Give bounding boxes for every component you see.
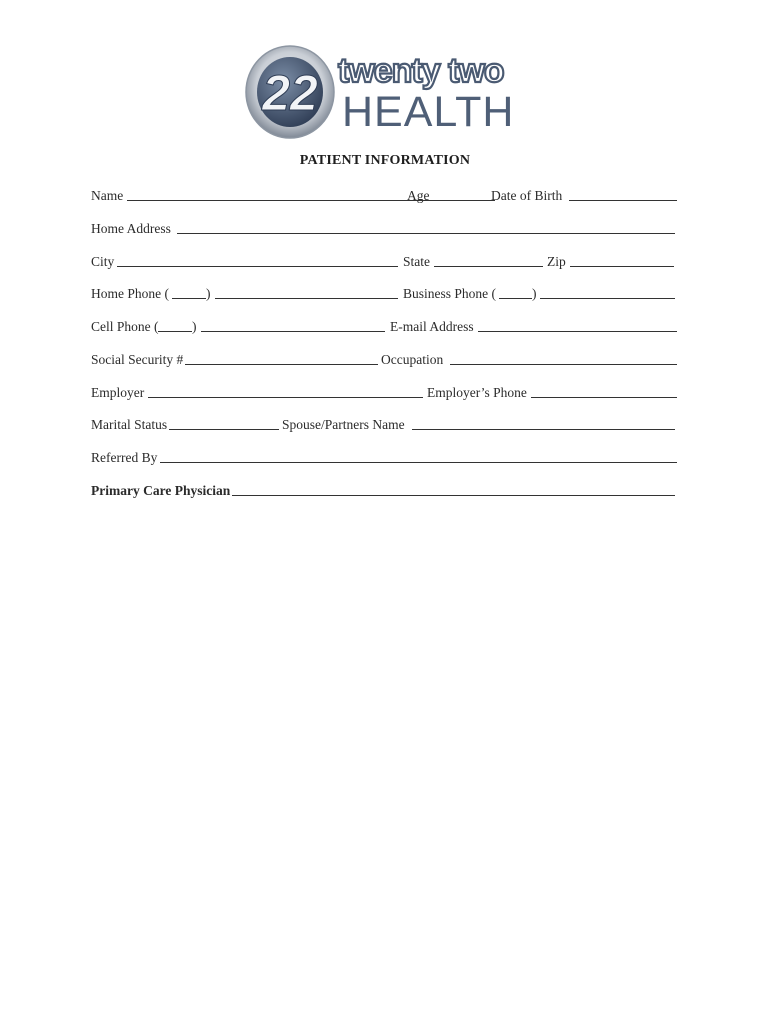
row-referred-by: [91, 448, 677, 468]
row-pcp: [91, 481, 677, 501]
logo-word-bottom: HEALTH: [342, 88, 515, 136]
logo-number: 22: [262, 65, 318, 121]
home-address-field[interactable]: [177, 233, 675, 234]
city-label: City: [91, 254, 115, 269]
cell-phone-field[interactable]: [201, 331, 385, 332]
cell-phone-close-paren: ): [192, 319, 197, 334]
pcp-field[interactable]: [232, 495, 675, 496]
email-label: E-mail Address: [390, 319, 474, 334]
email-field[interactable]: [478, 331, 677, 332]
marital-status-label: Marital Status: [91, 417, 168, 432]
state-field[interactable]: [434, 266, 543, 267]
form-title: PATIENT INFORMATION: [299, 153, 471, 168]
employer-phone-label: Employer’s Phone: [427, 385, 527, 400]
business-phone-area-code-field[interactable]: [499, 298, 532, 299]
row-cell-email: [91, 317, 677, 337]
home-phone-label: Home Phone (: [91, 286, 169, 301]
occupation-field[interactable]: [450, 364, 677, 365]
referred-by-label: Referred By: [91, 450, 158, 465]
cell-phone-label: Cell Phone (: [91, 319, 159, 334]
dob-field[interactable]: [569, 200, 677, 201]
age-field[interactable]: [434, 200, 488, 201]
home-address-label: Home Address: [91, 221, 171, 236]
business-phone-field[interactable]: [540, 298, 675, 299]
home-phone-area-code-field[interactable]: [172, 298, 206, 299]
twenty-two-health-logo: [244, 44, 529, 140]
row-marital: [91, 415, 677, 435]
home-phone-field[interactable]: [215, 298, 398, 299]
row-phones: [91, 284, 677, 304]
home-phone-close-paren: ): [206, 286, 211, 301]
name-label: Name: [91, 188, 124, 203]
dob-label: Date of Birth: [491, 188, 563, 203]
cell-phone-area-code-field[interactable]: [158, 331, 192, 332]
city-field[interactable]: [117, 266, 398, 267]
zip-label: Zip: [547, 254, 566, 269]
spouse-name-label: Spouse/Partners Name: [282, 417, 405, 432]
referred-by-field[interactable]: [160, 462, 677, 463]
row-city: [91, 252, 677, 272]
business-phone-label: Business Phone (: [403, 286, 497, 301]
logo-word-top: twenty two: [338, 52, 504, 90]
ssn-field[interactable]: [185, 364, 378, 365]
row-home-address: [91, 219, 677, 239]
spouse-name-field[interactable]: [412, 429, 675, 430]
employer-label: Employer: [91, 385, 145, 400]
age-label: Age: [407, 188, 430, 203]
pcp-label: Primary Care Physician: [91, 483, 231, 498]
marital-status-field[interactable]: [169, 429, 279, 430]
zip-field[interactable]: [570, 266, 674, 267]
employer-phone-field[interactable]: [531, 397, 677, 398]
row-ssn-occupation: [91, 350, 677, 370]
row-name: [91, 186, 677, 206]
ssn-label: Social Security #: [91, 352, 184, 367]
business-phone-close-paren: ): [532, 286, 537, 301]
state-label: State: [403, 254, 430, 269]
employer-field[interactable]: [148, 397, 423, 398]
occupation-label: Occupation: [381, 352, 444, 367]
row-employer: [91, 383, 677, 403]
